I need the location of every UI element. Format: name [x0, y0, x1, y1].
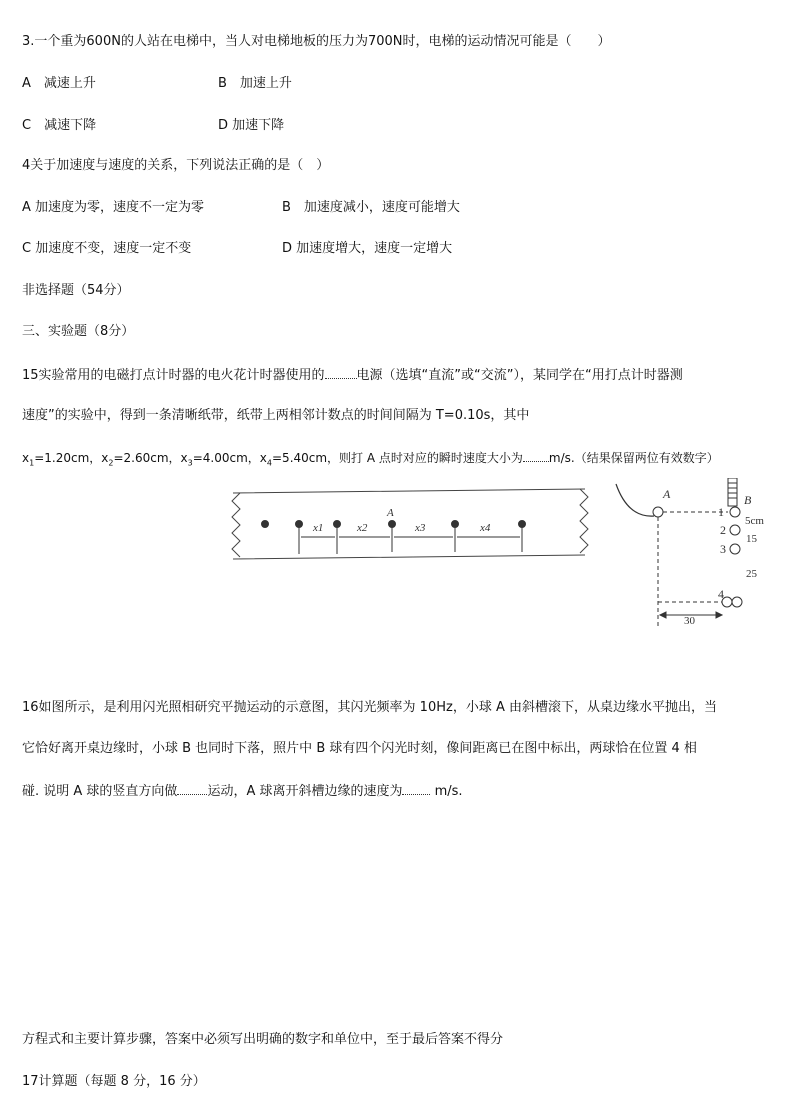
- q17-heading: 17计算题（每题 8 分，16 分）: [22, 1074, 206, 1089]
- q4-option-a: A 加速度为零，速度不一定为零: [22, 200, 205, 215]
- q3-option-b: B 加速上升: [218, 76, 292, 91]
- sub: 1: [29, 458, 35, 468]
- paper-tape-figure: [225, 485, 595, 565]
- q4-stem: 4关于加速度与速度的关系，下列说法正确的是（ ）: [22, 158, 330, 173]
- q15-line3: [22, 449, 719, 472]
- x3-value: =4.00cm，: [192, 451, 260, 465]
- sub: 2: [108, 458, 114, 468]
- sub: 4: [266, 458, 272, 468]
- q4-option-c: C 加速度不变，速度一定不变: [22, 241, 192, 256]
- q3-option-a: A 减速上升: [22, 76, 96, 91]
- distance-30: 30: [684, 615, 695, 627]
- var: x: [180, 451, 188, 465]
- tape-point-a: A: [387, 507, 394, 519]
- tape-label-x1: x1: [313, 522, 324, 534]
- q15-text: 15实验常用的电磁打点计时器的电火花计时器使用的: [22, 368, 325, 383]
- x1-value: =1.20cm，: [34, 451, 102, 465]
- answer-blank: [523, 449, 549, 462]
- q4-option-b: B 加速度减小，速度可能增大: [282, 200, 460, 215]
- section-nonchoice: 非选择题（54分）: [22, 283, 130, 298]
- q3-option-d: D 加速下降: [218, 118, 285, 133]
- position-3: 3: [720, 542, 726, 556]
- ball-b-label: B: [744, 493, 752, 507]
- x4-value: =5.40cm，则打 A 点时对应的瞬时速度大小为: [272, 451, 523, 465]
- q15-text: 电源（选填“直流”或“交流”），某同学在“用打点计时器测: [356, 368, 683, 383]
- section-experiment: 三、实验题（8分）: [22, 324, 135, 339]
- q16-line3: [22, 782, 463, 801]
- var: x: [259, 451, 267, 465]
- distance-5cm: 5cm: [745, 515, 764, 527]
- position-4: 4: [718, 587, 724, 601]
- q16-line1: 16如图所示，是利用闪光照相研究平抛运动的示意图，其闪光频率为 10Hz，小球 A 由斜槽滚下，从桌边缘水平抛出，当: [22, 700, 717, 715]
- tape-label-x2: x2: [357, 522, 368, 534]
- answer-blank: [402, 782, 430, 795]
- tape-label-x4: x4: [480, 522, 491, 534]
- q16-text: m/s.: [430, 784, 463, 799]
- position-1: 1: [718, 505, 724, 519]
- q3-option-c: C 减速下降: [22, 118, 97, 133]
- q3-stem: 3.一个重为600N的人站在电梯中，当人对电梯地板的压力为700N时，电梯的运动情况可能是（ ）: [22, 34, 611, 49]
- answer-blank: [325, 366, 357, 379]
- position-2: 2: [720, 523, 726, 537]
- calc-note: 方程式和主要计算步骤，答案中必须写出明确的数字和单位中，至于最后答案不得分: [22, 1032, 504, 1047]
- projectile-figure: [610, 478, 790, 628]
- tape-label-x3: x3: [415, 522, 426, 534]
- q15-text: m/s.（结果保留两位有效数字）: [548, 451, 719, 465]
- q16-text: 碰. 说明 A 球的竖直方向做: [22, 784, 178, 799]
- q15-line1: [22, 366, 683, 385]
- x2-value: =2.60cm，: [113, 451, 181, 465]
- answer-blank: [177, 782, 207, 795]
- distance-25: 25: [746, 568, 757, 580]
- q4-option-d: D 加速度增大，速度一定增大: [282, 241, 453, 256]
- sub: 3: [187, 458, 193, 468]
- q16-line2: 它恰好离开桌边缘时，小球 B 也同时下落，照片中 B 球有四个闪光时刻，像间距离已在图中标出，两球恰在位置 4 相: [22, 741, 697, 756]
- q16-text: 运动，A 球离开斜槽边缘的速度为: [207, 784, 403, 799]
- var: x: [22, 451, 30, 465]
- ball-a-label: A: [663, 487, 671, 501]
- var: x: [101, 451, 109, 465]
- distance-15: 15: [746, 533, 757, 545]
- q15-line2: 速度”的实验中，得到一条清晰纸带，纸带上两相邻计数点的时间间隔为 T=0.10s，其中: [22, 408, 530, 423]
